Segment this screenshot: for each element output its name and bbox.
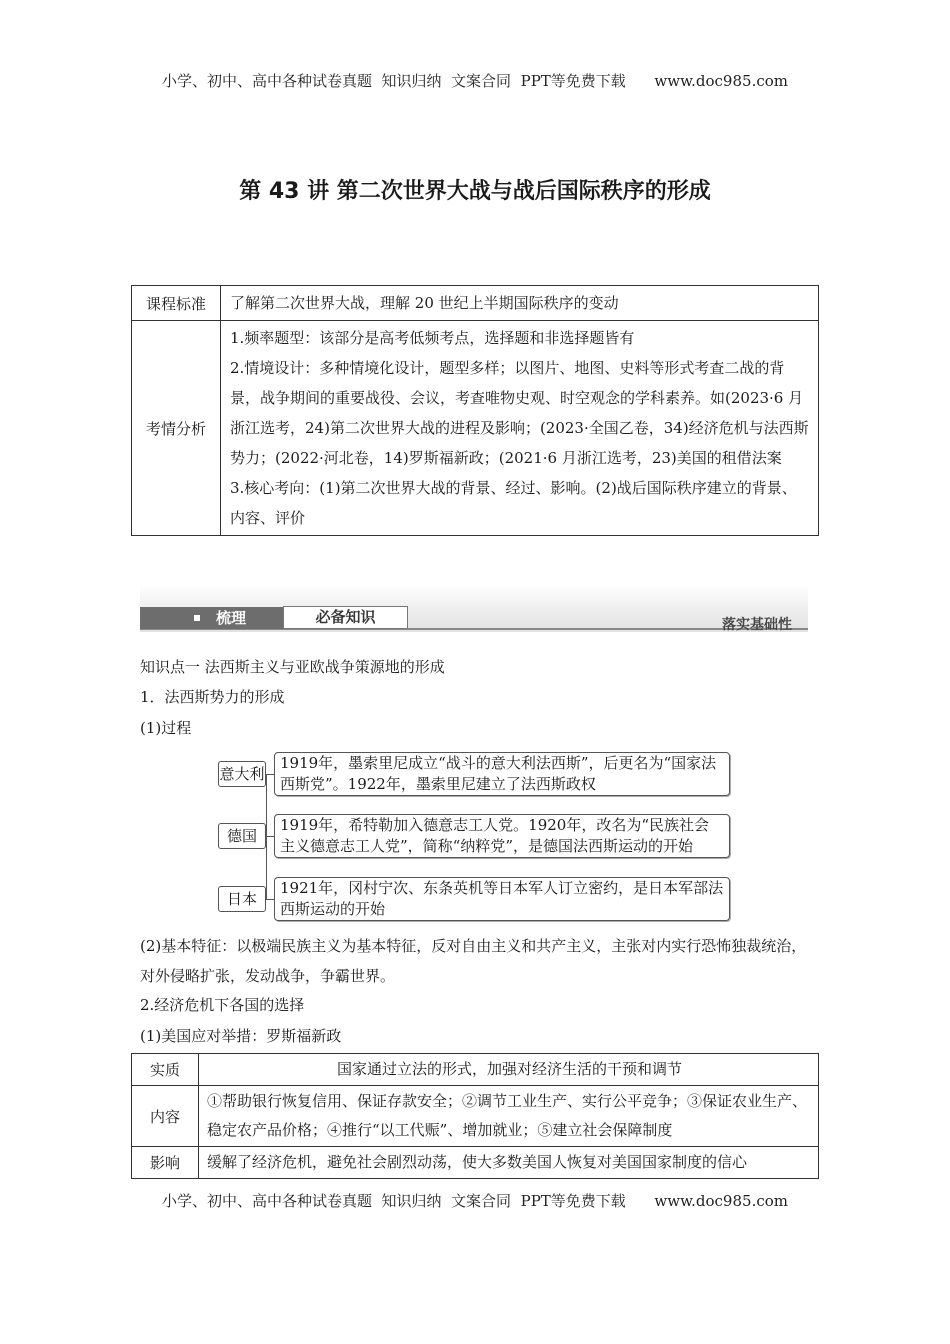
table-cell-value: ①帮助银行恢复信用、保证存款安全；②调节工业生产、实行公平竞争；③保证农业生产、稳定农产品价格；④推行“以工代赈”、增加就业；⑤建立社会保障制度 — [199, 1086, 819, 1147]
table-row — [132, 1054, 819, 1086]
basic-features-paragraph: (2)基本特征：以极端民族主义为基本特征，反对自由主义和共产主义，主张对内实行恐怖独裁统治，对外侵略扩张，发动战争，争霸世界。 — [140, 937, 807, 985]
table-row — [132, 1086, 819, 1147]
country-box-japan: 日本 — [218, 886, 266, 912]
course-standard-value: 了解第二次世界大战，理解 20 世纪上半期国际秩序的变动 — [221, 286, 819, 321]
table-cell-value: 国家通过立法的形式，加强对经济生活的干预和调节 — [199, 1054, 819, 1086]
analysis-line: 1.频率题型：该部分是高考低频考点，选择题和非选择题皆有 — [230, 329, 635, 347]
section-band-right-label: 落实基础性 — [722, 617, 792, 633]
new-deal-table — [131, 1053, 819, 1179]
table-cell-label: 内容 — [132, 1086, 199, 1147]
table-row — [132, 321, 819, 536]
diagram-connector — [266, 774, 267, 900]
diagram-box-germany: 1919年，希特勒加入德意志工人党。1920年，改名为“民族社会主义德意志工人党”，简称“纳粹党”，是德国法西斯运动的开始 — [274, 814, 730, 858]
page-header: 小学、初中、高中各种试卷真题 知识归纳 文案合同 PPT等免费下载 www.doc985.com — [161, 72, 788, 90]
country-box-italy: 意大利 — [218, 761, 266, 787]
table-cell-label: 影响 — [132, 1147, 199, 1179]
diagram-box-japan: 1921年，冈村宁次、东条英机等日本军人订立密约，是日本军部法西斯运动的开始 — [274, 877, 730, 921]
analysis-line: 2.情境设计：多种情境化设计，题型多样；以图片、地图、史料等形式考查二战的背景，战争期间的重要战役、会议，考查唯物史观、时空观念的学科素养。如(2023·6 月浙江选考，24)第二次世界大战的进程及影响；(2023·全国乙卷，34)经济危机与法西斯势力；(2022·河北卷，14)罗斯福新政；(2021·6 月浙江选考，23)美国的租借法案 — [230, 359, 809, 467]
page-title: 第 43 讲 第二次世界大战与战后国际秩序的形成 — [239, 179, 711, 204]
course-info-table — [131, 285, 819, 536]
section-band-tab: 必备知识 — [283, 606, 408, 629]
subheading: 1．法西斯势力的形成 — [140, 688, 285, 706]
course-standard-label: 课程标准 — [132, 286, 221, 321]
diagram-box-italy: 1919年，墨索里尼成立“战斗的意大利法西斯”，后更名为“国家法西斯党”。1922年，墨索里尼建立了法西斯政权 — [274, 752, 730, 796]
table-row — [132, 1147, 819, 1179]
us-measures-label: (1)美国应对举措：罗斯福新政 — [140, 1027, 342, 1045]
knowledge-point-heading: 知识点一 法西斯主义与亚欧战争策源地的形成 — [140, 658, 445, 676]
square-bullet-icon — [194, 615, 200, 621]
exam-analysis-value — [221, 321, 819, 536]
page-footer: 小学、初中、高中各种试卷真题 知识归纳 文案合同 PPT等免费下载 www.doc985.com — [161, 1192, 788, 1210]
table-cell-value: 缓解了经济危机，避免社会剧烈动荡，使大多数美国人恢复对美国国家制度的信心 — [199, 1147, 819, 1179]
analysis-line: 3.核心考向：(1)第二次世界大战的背景、经过、影响。(2)战后国际秩序建立的背景、内容、评价 — [230, 479, 797, 527]
table-cell-label: 实质 — [132, 1054, 199, 1086]
subheading: 2.经济危机下各国的选择 — [140, 996, 305, 1014]
section-band-label: 梳理 — [140, 607, 283, 629]
table-row — [132, 286, 819, 321]
exam-analysis-label: 考情分析 — [132, 321, 221, 536]
country-box-germany: 德国 — [218, 823, 266, 849]
process-label: (1)过程 — [140, 719, 192, 737]
